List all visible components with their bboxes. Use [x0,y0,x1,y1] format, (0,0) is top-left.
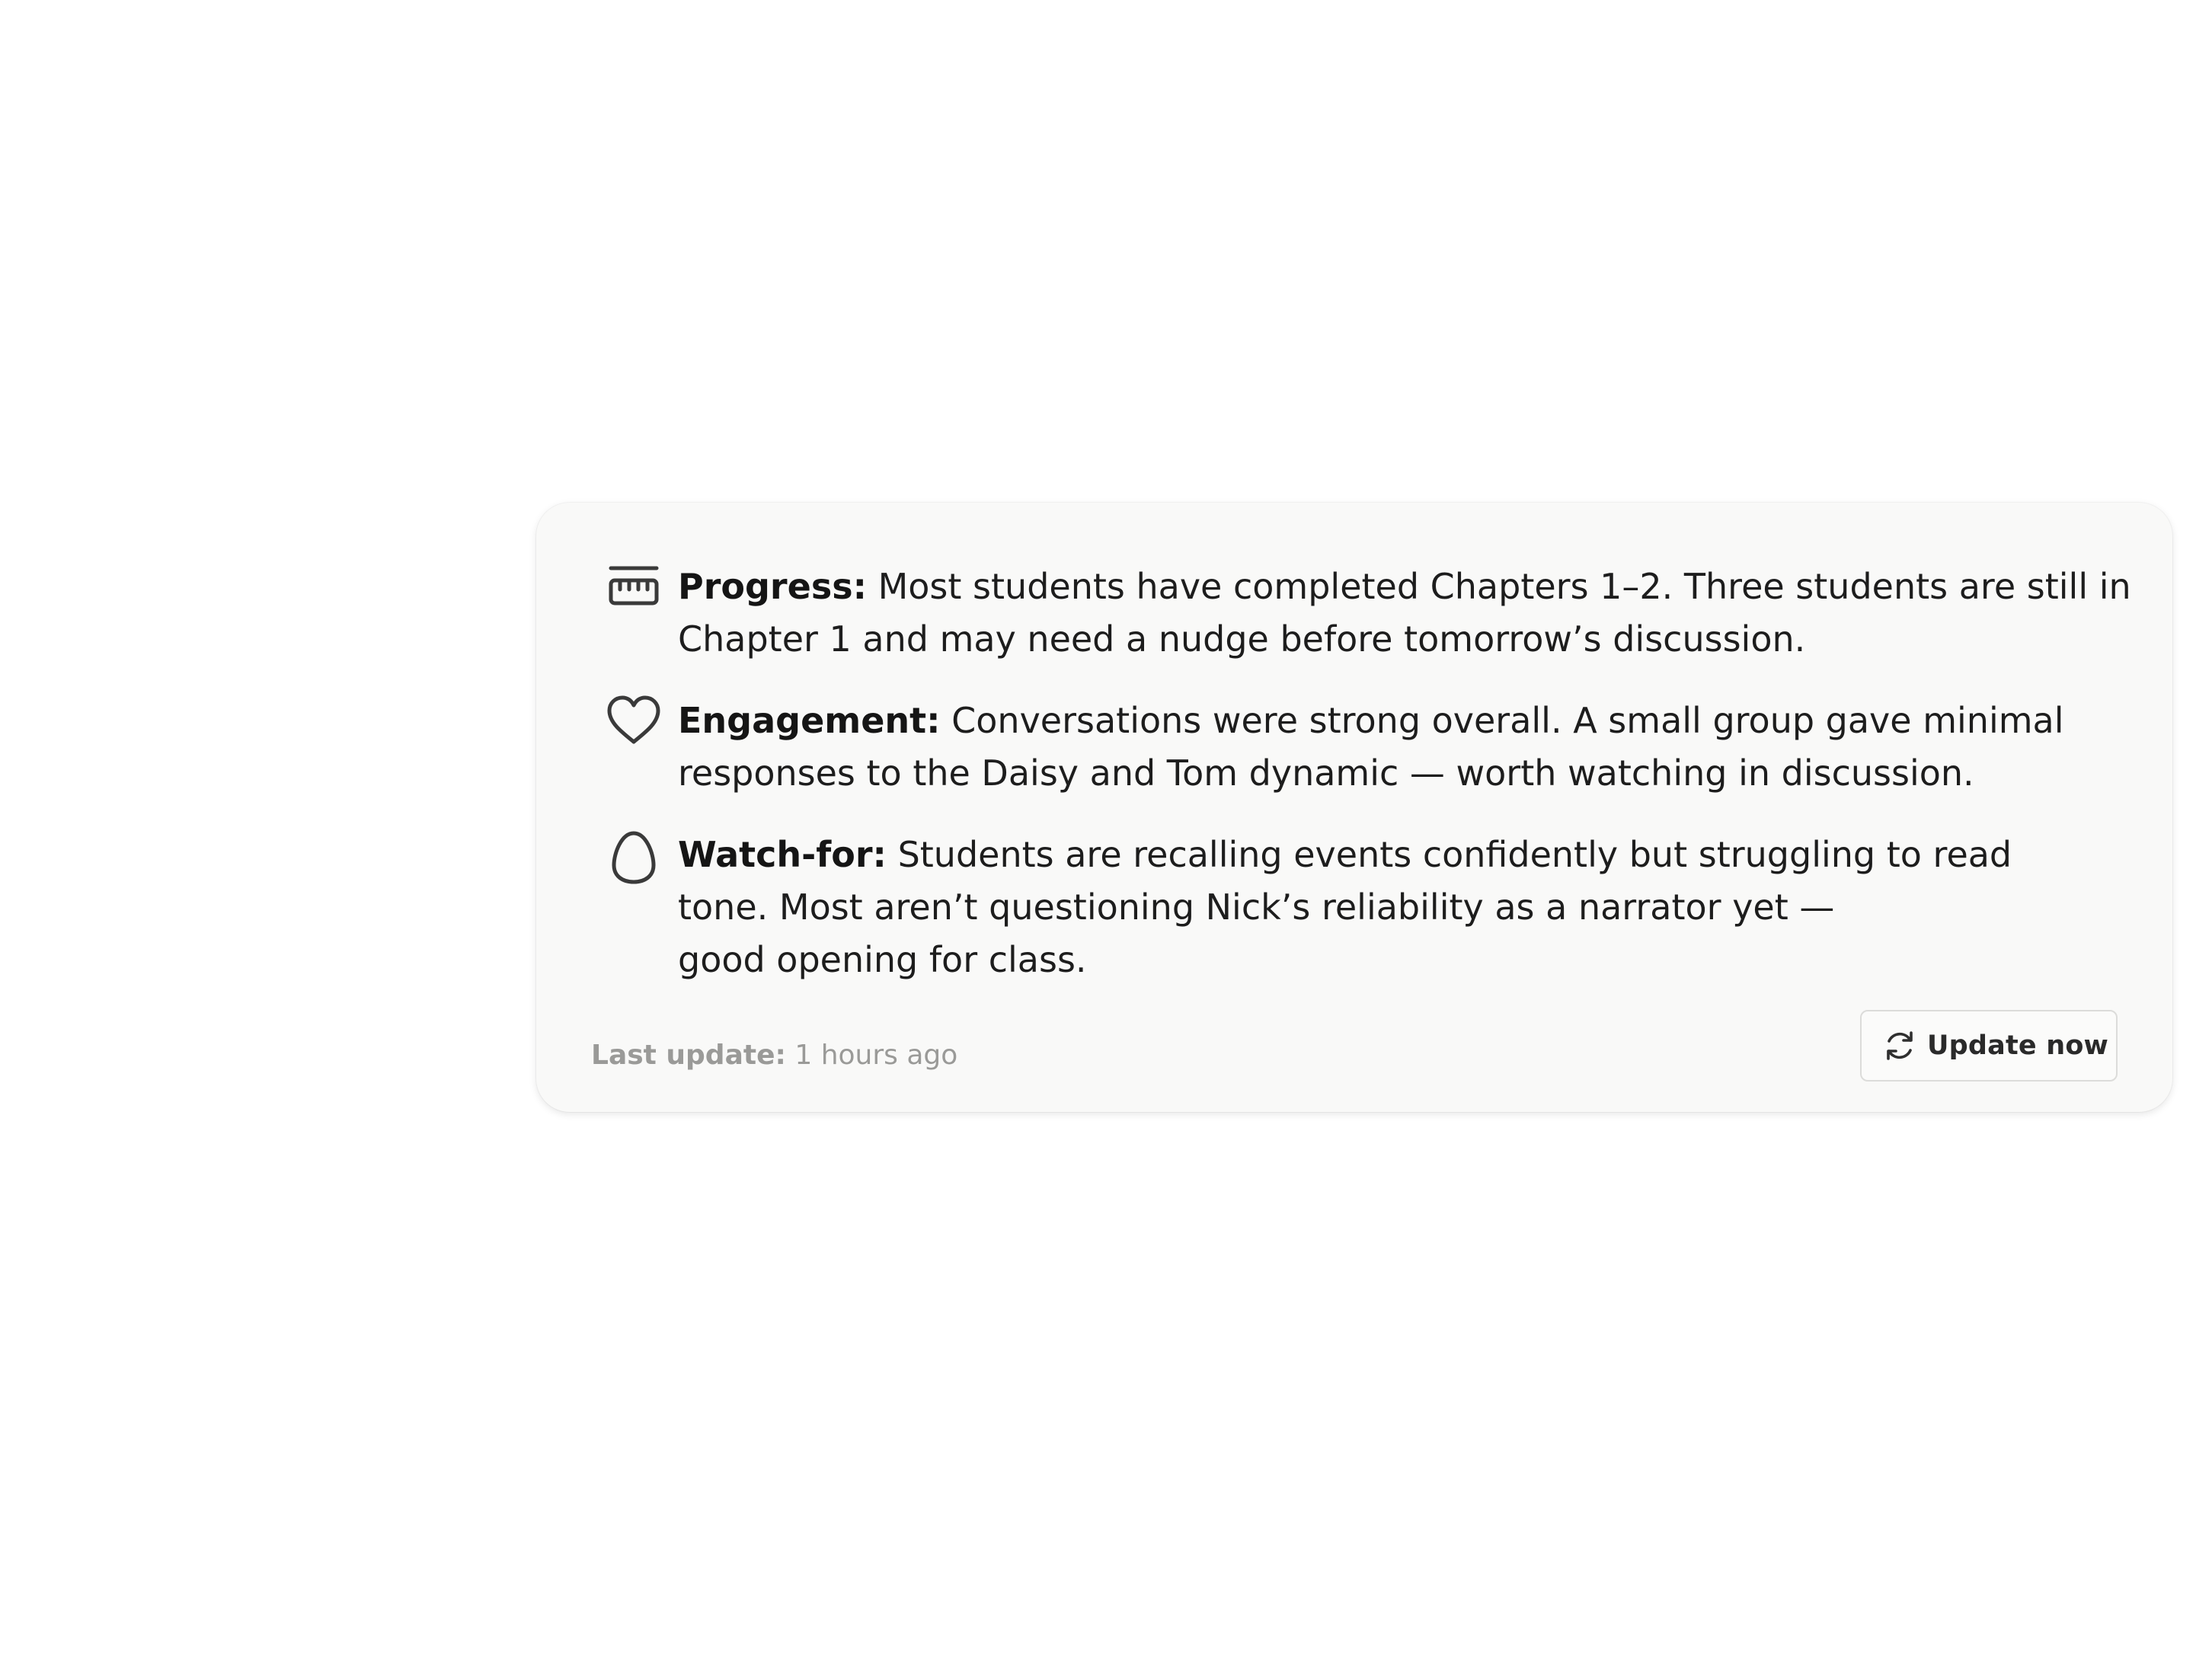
summary-heading-engagement: Engagement: [678,700,941,741]
last-update-text [591,1039,957,1072]
summary-line: Chapter 1 and may need a nudge before tomorrow’s discussion. [678,618,1806,660]
summary-line: Students are recalling events confidently but struggling to read [897,834,2012,875]
summary-heading-progress: Progress: [678,566,867,607]
summary-line: Conversations were strong overall. A small group gave minimal [951,700,2064,741]
refresh-icon [1883,1029,1916,1062]
update-now-label: Update now [1927,1030,2109,1061]
class-summary-card [536,503,2172,1112]
summary-line: tone. Most aren’t questioning Nick’s reliability as a narrator yet — [678,887,1835,928]
update-now-button[interactable] [1860,1010,2118,1082]
summary-line: responses to the Daisy and Tom dynamic — worth watching in discussion. [678,752,1974,794]
summary-text-engagement [678,695,2156,800]
last-update-value: 1 hours ago [794,1040,958,1071]
summary-line: good opening for class. [678,939,1087,980]
egg-icon [605,829,663,887]
summary-line: Most students have completed Chapters 1–2. Three students are still in [877,566,2131,607]
summary-text-watch-for [678,829,2156,986]
ruler-icon [605,558,663,615]
summary-heading-watch-for: Watch-for: [678,834,887,875]
last-update-label: Last update: [591,1040,786,1071]
summary-text-progress [678,561,2156,666]
heart-icon [605,692,663,749]
